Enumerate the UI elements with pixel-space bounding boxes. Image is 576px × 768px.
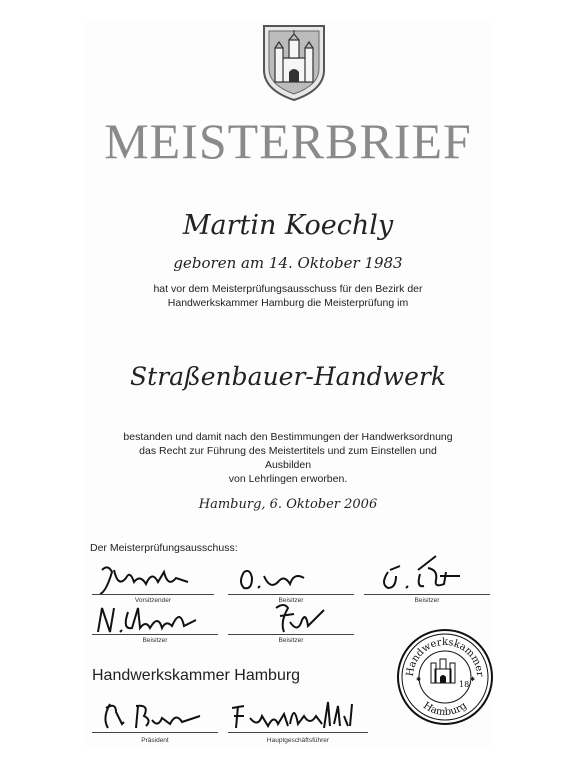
signature-managing-director bbox=[228, 694, 368, 746]
seal-star-icon: ✱ bbox=[470, 677, 476, 683]
role-label: Vorsitzender bbox=[134, 597, 172, 604]
committee-label: Der Meisterprüfungsausschuss: bbox=[90, 542, 238, 554]
intro-line: Handwerkskammer Hamburg die Meisterprüfung im bbox=[167, 297, 409, 309]
handwritten-signature-icon bbox=[228, 598, 354, 638]
result-paragraph bbox=[120, 430, 456, 486]
handwritten-signature-icon bbox=[92, 694, 218, 734]
role-label: Präsident bbox=[141, 737, 169, 744]
signature-president bbox=[92, 694, 218, 746]
role-label: Beisitzer bbox=[278, 637, 304, 644]
hamburg-crest-icon bbox=[262, 24, 326, 102]
seal-bottom-text: Hamburg bbox=[421, 700, 469, 719]
seal-number: 18 bbox=[459, 680, 470, 689]
document-title: MEISTERBRIEF bbox=[104, 113, 472, 169]
chamber-seal-icon bbox=[395, 627, 495, 727]
chamber-name: Handwerkskammer Hamburg bbox=[92, 667, 301, 684]
role-label: Beisitzer bbox=[414, 597, 440, 604]
role-label: Hauptgeschäftsführer bbox=[266, 737, 330, 744]
intro-paragraph bbox=[120, 282, 456, 310]
seal-top-text: Handwerkskammer bbox=[404, 636, 486, 678]
result-line: bestanden und damit nach den Bestimmungen der Handwerksordnung bbox=[123, 431, 453, 443]
seal-star-icon: ✱ bbox=[416, 677, 422, 683]
role-label: Beisitzer bbox=[142, 637, 168, 644]
signature-assessor-2 bbox=[364, 548, 490, 608]
birth-date: geboren am 14. Oktober 1983 bbox=[173, 254, 403, 272]
result-line: das Recht zur Führung des Meistertitels und zum Einstellen und Ausbilden bbox=[139, 445, 437, 471]
place-date: Hamburg, 6. Oktober 2006 bbox=[198, 497, 378, 512]
handwritten-signature-icon bbox=[228, 694, 368, 734]
handwritten-signature-icon bbox=[364, 548, 490, 594]
signature-assessor-3 bbox=[92, 598, 218, 648]
holder-name: Martin Koechly bbox=[182, 210, 394, 241]
handwritten-signature-icon bbox=[92, 598, 218, 638]
result-line: von Lehrlingen erworben. bbox=[228, 473, 348, 485]
signature-assessor-4 bbox=[228, 598, 354, 648]
intro-line: hat vor dem Meisterprüfungsausschuss für den Bezirk der bbox=[153, 283, 423, 295]
trade-name: Straßenbauer-Handwerk bbox=[130, 362, 446, 391]
handwritten-signature-icon bbox=[92, 558, 214, 598]
handwritten-signature-icon bbox=[228, 558, 354, 598]
role-label: Beisitzer bbox=[278, 597, 304, 604]
